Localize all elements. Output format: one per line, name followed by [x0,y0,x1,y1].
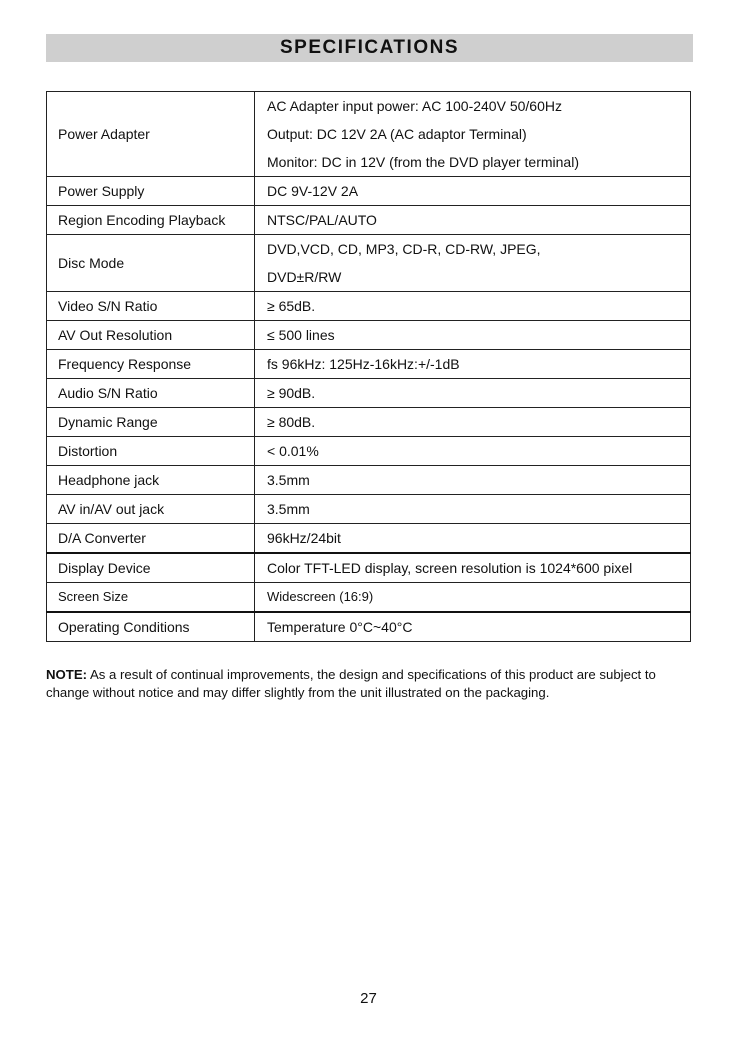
table-row [47,235,691,292]
spec-label: Frequency Response [47,350,255,379]
table-row [47,350,691,379]
spec-value: 96kHz/24bit [255,524,691,554]
spec-label: Power Adapter [47,92,255,177]
note-prefix: NOTE: [46,667,88,682]
table-row [47,292,691,321]
spec-value-line: Output: DC 12V 2A (AC adaptor Terminal) [267,126,527,142]
spec-label: Power Supply [47,177,255,206]
spec-value: Widescreen (16:9) [255,583,691,613]
spec-label: AV in/AV out jack [47,495,255,524]
section-title-bar [46,34,693,62]
spec-value-line: AC Adapter input power: AC 100-240V 50/60Hz [267,98,562,114]
spec-value: NTSC/PAL/AUTO [255,206,691,235]
spec-value-line: DVD±R/RW [267,269,342,285]
specifications-table [46,91,691,642]
spec-label: Audio S/N Ratio [47,379,255,408]
table-row [47,553,691,583]
spec-label: Display Device [47,553,255,583]
spec-value: ≥ 90dB. [255,379,691,408]
spec-value: < 0.01% [255,437,691,466]
table-row [47,408,691,437]
spec-value: ≥ 80dB. [255,408,691,437]
spec-label: Distortion [47,437,255,466]
spec-value-line: DVD,VCD, CD, MP3, CD-R, CD-RW, JPEG, [267,241,541,257]
spec-label: Disc Mode [47,235,255,292]
table-row [47,206,691,235]
table-row [47,321,691,350]
spec-value-line: Monitor: DC in 12V (from the DVD player terminal) [267,154,579,170]
table-row [47,466,691,495]
table-row [47,437,691,466]
spec-label: Operating Conditions [47,612,255,642]
spec-value: 3.5mm [255,495,691,524]
product-note [46,666,696,702]
spec-value [255,92,691,177]
table-row [47,612,691,642]
table-row [47,524,691,554]
spec-value: fs 96kHz: 125Hz-16kHz:+/-1dB [255,350,691,379]
table-row [47,92,691,177]
spec-label: Video S/N Ratio [47,292,255,321]
table-row [47,379,691,408]
table-row [47,583,691,613]
spec-value: DC 9V-12V 2A [255,177,691,206]
spec-value: 3.5mm [255,466,691,495]
table-row [47,495,691,524]
spec-label: Dynamic Range [47,408,255,437]
spec-value: ≤ 500 lines [255,321,691,350]
spec-label: Screen Size [47,583,255,613]
spec-value: Temperature 0°C~40°C [255,612,691,642]
page-number: 27 [360,990,377,1007]
note-text: As a result of continual improvements, the design and specifications of this product are subject to change without notice and may differ slightly from the unit illustrated on the packaging. [46,667,656,700]
spec-label: D/A Converter [47,524,255,554]
spec-value: Color TFT-LED display, screen resolution is 1024*600 pixel [255,553,691,583]
spec-label: Headphone jack [47,466,255,495]
spec-label: AV Out Resolution [47,321,255,350]
spec-value [255,235,691,292]
page-title: SPECIFICATIONS [280,37,459,58]
spec-label: Region Encoding Playback [47,206,255,235]
spec-value: ≥ 65dB. [255,292,691,321]
table-row [47,177,691,206]
